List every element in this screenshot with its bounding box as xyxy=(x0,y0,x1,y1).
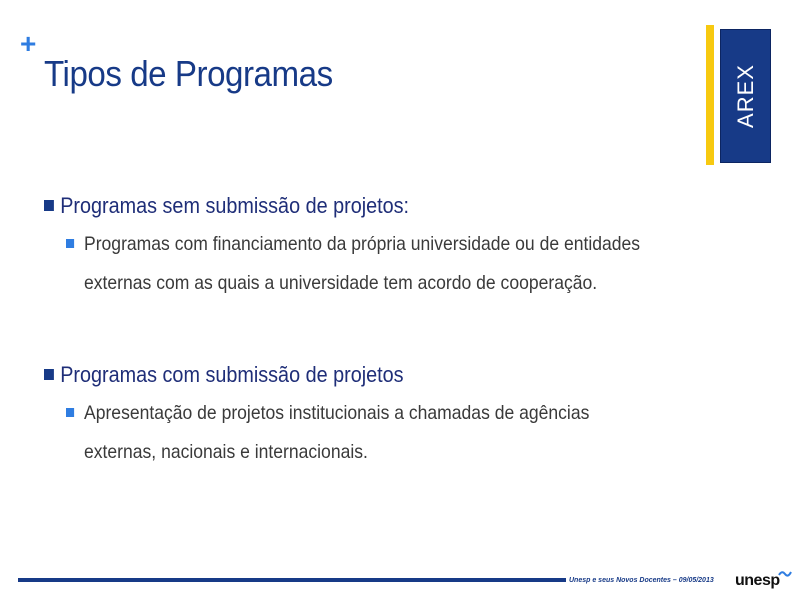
footer-text: Unesp e seus Novos Docentes – 09/05/2013 xyxy=(569,577,714,584)
sub-bullet-item-2 xyxy=(66,394,660,472)
side-tab-label: AREX xyxy=(732,64,758,128)
bullet-text: Programas sem submissão de projetos: xyxy=(60,193,410,218)
sub-bullet-text: Programas com financiamento da própria universidade ou de entidades externas com as quais a universidade tem acordo de cooperação. xyxy=(84,233,641,294)
square-bullet-icon xyxy=(44,200,54,211)
sub-bullet-text: Apresentação de projetos institucionais a chamadas de agências externas, nacionais e internacionais. xyxy=(84,402,590,463)
side-accent-bar xyxy=(706,25,714,165)
slide-title: Tipos de Programas xyxy=(44,53,333,94)
square-bullet-icon xyxy=(66,408,74,417)
bullet-text: Programas com submissão de projetos xyxy=(60,362,404,387)
square-bullet-icon xyxy=(66,239,74,248)
square-bullet-icon xyxy=(44,369,54,380)
bullet-item-2 xyxy=(44,361,404,389)
footer-rule xyxy=(18,578,566,582)
plus-icon: + xyxy=(20,28,37,59)
unesp-logo: unesp xyxy=(735,572,780,589)
side-tab xyxy=(720,29,771,163)
bullet-item-1 xyxy=(44,192,409,220)
sub-bullet-item-1 xyxy=(66,225,660,303)
logo-mark-icon xyxy=(778,569,792,579)
